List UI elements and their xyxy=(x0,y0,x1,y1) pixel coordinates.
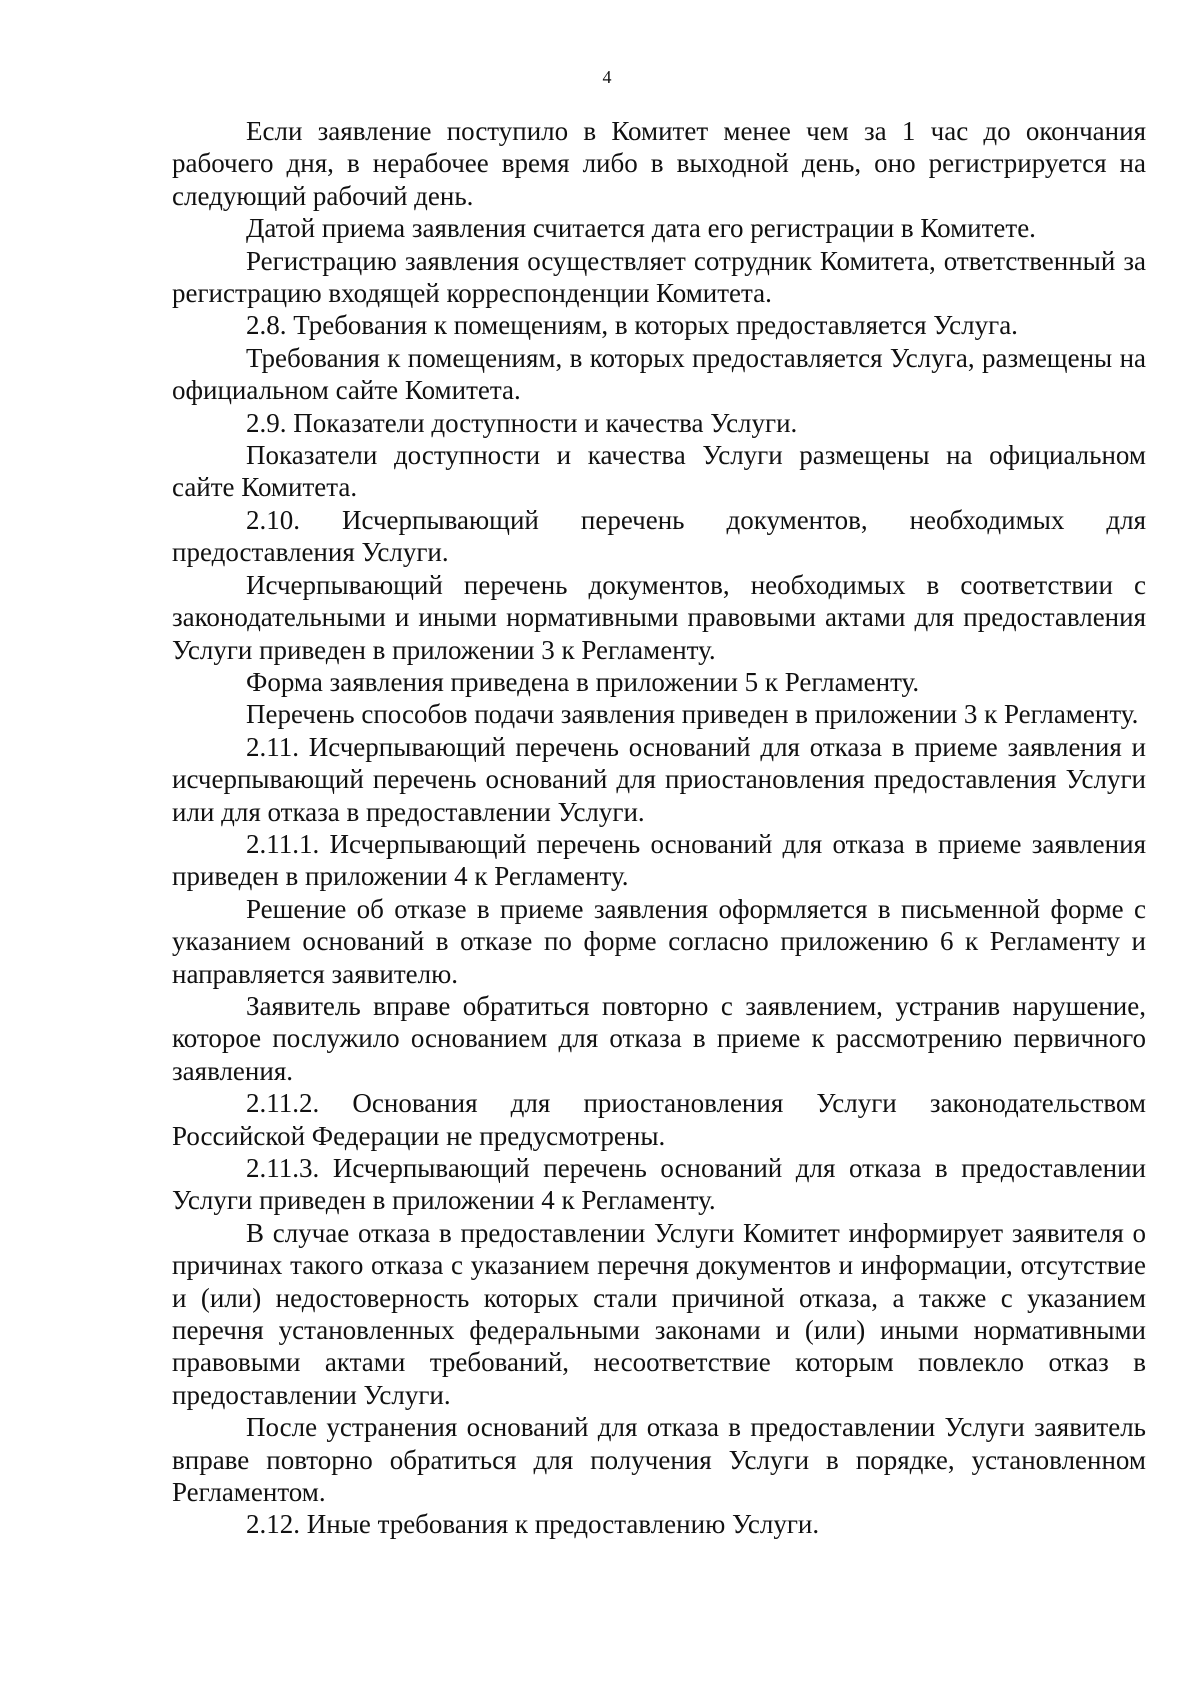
section-heading-2-11: 2.11. Исчерпывающий перечень оснований для отказа в приеме заявления и исчерпывающий перечень оснований для приостановления предоставления Услуги или для отказа в предоставлении Услуги. xyxy=(172,731,1146,827)
section-heading-2-11-3: 2.11.3. Исчерпывающий перечень оснований для отказа в предоставлении Услуги приведен в приложении 4 к Регламенту. xyxy=(172,1153,1146,1216)
paragraph-receipt-date: Датой приема заявления считается дата его регистрации в Комитете. xyxy=(246,213,1036,244)
section-heading-2-9: 2.9. Показатели доступности и качества Услуги. xyxy=(246,407,798,438)
section-heading-2-8: 2.8. Требования к помещениям, в которых предоставляется Услуга. xyxy=(246,310,1018,341)
paragraph-refusal-notification: В случае отказа в предоставлении Услуги Комитет информирует заявителя о причинах такого отказа с указанием перечня документов и информации, отсутствие и (или) недостоверность которых стали причиной отказа, а также с указанием перечня установленных федеральными законами и (или) иными нормативными правовыми актами требований, несоответствие которым повлекло отказ в предоставлении Услуги. xyxy=(172,1217,1146,1410)
paragraph-after-elimination: После устранения оснований для отказа в предоставлении Услуги заявитель вправе повторно обратиться для получения Услуги в порядке, установленном Регламентом. xyxy=(172,1412,1146,1508)
paragraph-quality-indicators: Показатели доступности и качества Услуги размещены на официальном сайте Комитета. xyxy=(172,440,1146,503)
paragraph-application-form: Форма заявления приведена в приложении 5 к Регламенту. xyxy=(246,666,920,697)
paragraph-refusal-decision: Решение об отказе в приеме заявления оформляется в письменной форме с указанием оснований в отказе по форме согласно приложению 6 к Регламенту и направляется заявителю. xyxy=(172,893,1146,989)
paragraph-reapplication: Заявитель вправе обратиться повторно с заявлением, устранив нарушение, которое послужило основанием для отказа в приеме к рассмотрению первичного заявления. xyxy=(172,990,1146,1086)
page-number: 4 xyxy=(602,67,612,87)
section-heading-2-12: 2.12. Иные требования к предоставлению Услуги. xyxy=(246,1509,820,1540)
paragraph-registration-time: Если заявление поступило в Комитет менее чем за 1 час до окончания рабочего дня, в нерабочее время либо в выходной день, оно регистрируется на следующий рабочий день. xyxy=(172,116,1146,211)
paragraph-documents-list: Исчерпывающий перечень документов, необходимых в соответствии с законодательными и иными нормативными правовыми актами для предоставления Услуги приведен в приложении 3 к Регламенту. xyxy=(172,569,1146,665)
document-body xyxy=(172,115,1146,1541)
paragraph-premises-requirements: Требования к помещениям, в которых предоставляется Услуга, размещены на официальном сайте Комитета. xyxy=(172,342,1146,406)
paragraph-submission-methods: Перечень способов подачи заявления приведен в приложении 3 к Регламенту. xyxy=(246,699,1139,730)
section-heading-2-11-2: 2.11.2. Основания для приостановления Услуги законодательством Российской Федерации не предусмотрены. xyxy=(172,1088,1146,1151)
section-heading-2-10: 2.10. Исчерпывающий перечень документов, необходимых для предоставления Услуги. xyxy=(172,504,1146,568)
paragraph-registration-staff: Регистрацию заявления осуществляет сотрудник Комитета, ответственный за регистрацию входящей корреспонденции Комитета. xyxy=(172,245,1146,309)
section-heading-2-11-1: 2.11.1. Исчерпывающий перечень оснований для отказа в приеме заявления приведен в приложении 4 к Регламенту. xyxy=(172,828,1146,892)
